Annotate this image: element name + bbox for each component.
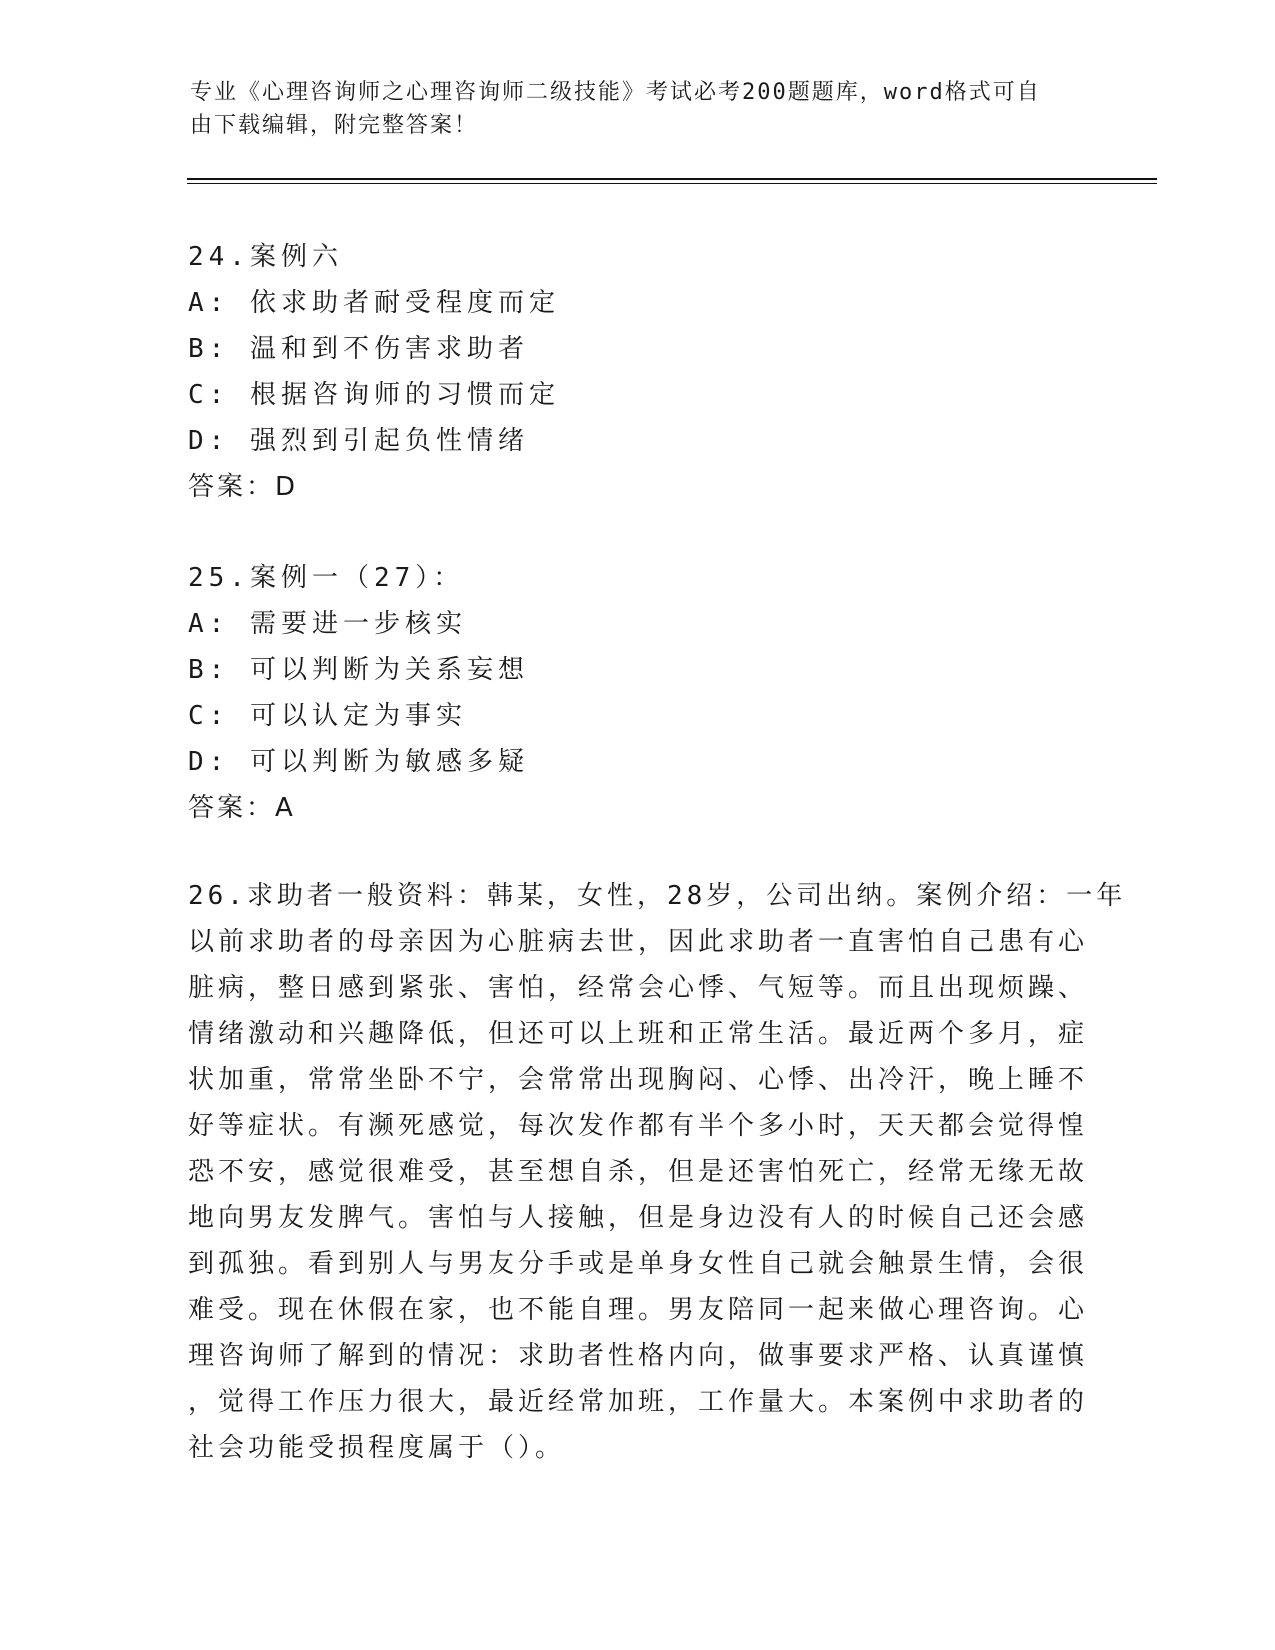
question-text-line: 难受。现在休假在家，也不能自理。男友陪同一起来做心理咨询。心 [188, 1295, 1089, 1325]
question-text-line: 状加重，常常坐卧不宁，会常常出现胸闷、心悸、出冷汗，晚上睡不 [188, 1065, 1089, 1095]
answer: 答案：D [188, 472, 299, 502]
question-text-line: 地向男友发脾气。害怕与人接触，但是身边没有人的时候自己还会感 [188, 1203, 1089, 1233]
question-text-line: 以前求助者的母亲因为心脏病去世，因此求助者一直害怕自己患有心 [188, 927, 1089, 957]
option-b: B: 可以判断为关系妄想 [188, 655, 529, 685]
question-text-line: 理咨询师了解到的情况：求助者性格内向，做事要求严格、认真谨慎 [188, 1341, 1089, 1371]
question-text-line: ，觉得工作压力很大，最近经常加班，工作量大。本案例中求助者的 [188, 1387, 1089, 1417]
header-divider-thin [187, 183, 1157, 184]
option-c: C: 根据咨询师的习惯而定 [188, 380, 560, 410]
option-d: D: 可以判断为敏感多疑 [188, 747, 529, 777]
option-c: C: 可以认定为事实 [188, 701, 467, 731]
header-divider-thick [187, 178, 1157, 180]
question-title: 25.案例一（27）： [188, 563, 465, 593]
option-a: A: 需要进一步核实 [188, 609, 467, 639]
question-text-line: 社会功能受损程度属于（）。 [188, 1433, 566, 1463]
document-header [190, 76, 1070, 142]
question-text-line: 26.求助者一般资料：韩某，女性，28岁，公司出纳。案例介绍：一年 [188, 881, 1127, 911]
question-text-line: 好等症状。有濒死感觉，每次发作都有半个多小时，天天都会觉得惶 [188, 1111, 1089, 1141]
question-text-line: 情绪激动和兴趣降低，但还可以上班和正常生活。最近两个多月，症 [188, 1019, 1089, 1049]
question-title: 24.案例六 [188, 242, 343, 272]
question-24 [188, 234, 1088, 510]
question-text-line: 到孤独。看到别人与男友分手或是单身女性自己就会触景生情，会很 [188, 1249, 1089, 1279]
question-text-line: 脏病，整日感到紧张、害怕，经常会心悸、气短等。而且出现烦躁、 [188, 973, 1089, 1003]
header-line-1: 专业《心理咨询师之心理咨询师二级技能》考试必考200题题库，word格式可自 [190, 80, 1041, 105]
answer: 答案：A [188, 793, 296, 823]
option-a: A: 依求助者耐受程度而定 [188, 288, 560, 318]
header-line-2: 由下载编辑，附完整答案！ [190, 113, 479, 138]
question-25 [188, 555, 1088, 831]
option-b: B: 温和到不伤害求助者 [188, 334, 529, 364]
option-d: D: 强烈到引起负性情绪 [188, 426, 529, 456]
question-26 [188, 873, 1127, 1471]
question-text-line: 恐不安，感觉很难受，甚至想自杀，但是还害怕死亡，经常无缘无故 [188, 1157, 1089, 1187]
